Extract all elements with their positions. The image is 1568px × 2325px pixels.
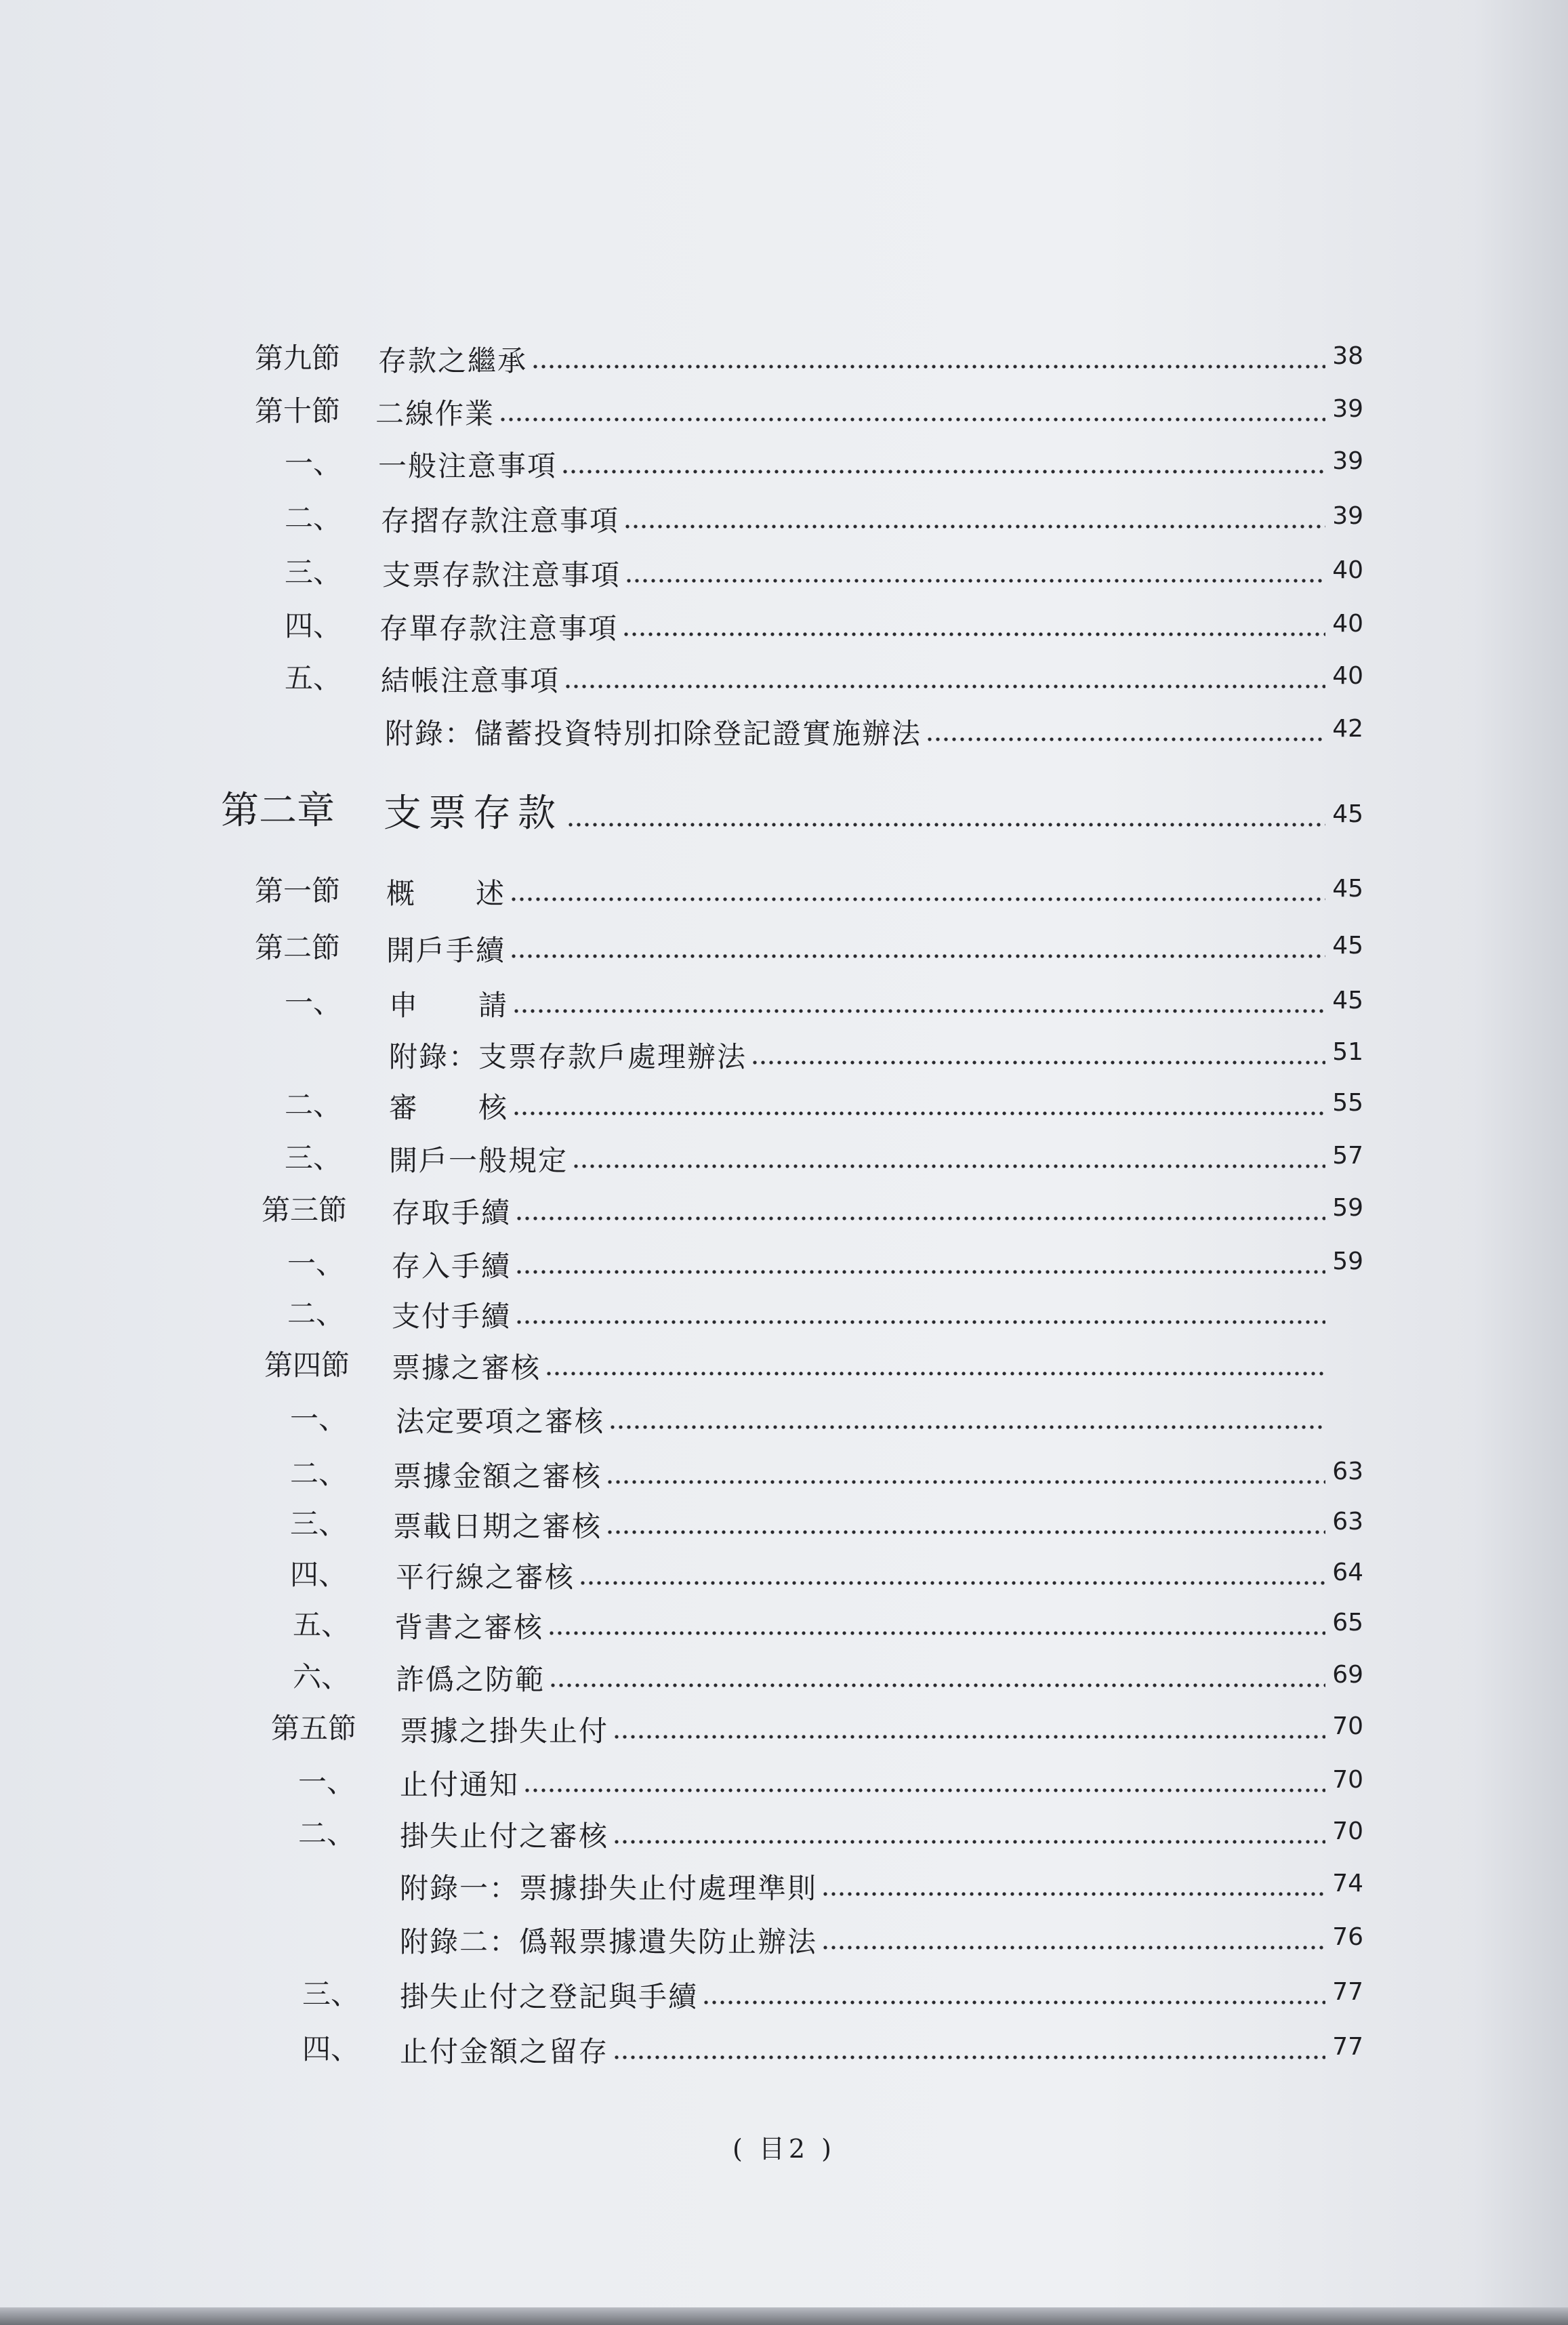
toc-entry-page: 77 — [1332, 1978, 1363, 2006]
toc-entry — [255, 928, 1363, 969]
toc-entry-title: 存款之繼承 — [378, 344, 528, 377]
toc-entry-title: 支票存款注意事項 — [382, 558, 621, 592]
toc-chapter-entry — [221, 786, 1363, 838]
toc-entry — [285, 444, 1363, 485]
toc-entry — [287, 1244, 1363, 1285]
toc-entry — [285, 499, 1363, 539]
toc-entry-label: 第九節 — [255, 342, 341, 375]
toc-entry-label: 二、 — [290, 1457, 348, 1490]
toc-entry-label: 五、 — [293, 1608, 350, 1641]
dot-leader — [613, 2054, 1325, 2061]
toc-entry-page: 59 — [1332, 1194, 1363, 1222]
dot-leader — [515, 1319, 1325, 1325]
toc-entry-page: 59 — [1332, 1248, 1363, 1275]
dot-leader — [751, 1059, 1325, 1066]
toc-entry-label: 第一節 — [255, 874, 341, 907]
toc-entry-page: 51 — [1332, 1038, 1363, 1066]
dot-leader — [545, 1370, 1325, 1377]
dot-leader — [606, 1529, 1325, 1536]
dot-leader — [821, 1944, 1325, 1951]
dot-leader — [512, 1110, 1325, 1117]
toc-entry-title: 申 請 — [389, 989, 509, 1022]
toc-entry-page: 40 — [1332, 662, 1363, 690]
toc-entry-label: 第二節 — [255, 931, 341, 964]
toc-entry-page: 57 — [1332, 1142, 1363, 1170]
toc-entry-title: 詐僞之防範 — [396, 1663, 545, 1696]
toc-entry-label: 六、 — [293, 1660, 350, 1693]
toc-entry — [293, 1658, 1363, 1698]
toc-entry-title: 掛失止付之審核 — [400, 1819, 609, 1853]
toc-entry-label: 一、 — [287, 1247, 345, 1280]
toc-entry — [302, 1975, 1363, 2015]
toc-entry — [287, 1294, 1363, 1335]
toc-entry-page: 40 — [1332, 610, 1363, 638]
dot-leader — [606, 1479, 1325, 1485]
toc-entry-page: 45 — [1332, 800, 1363, 828]
toc-entry-title: 審 核 — [389, 1091, 509, 1124]
toc-entry-label: 三、 — [302, 1977, 360, 2011]
dot-leader — [515, 1215, 1325, 1222]
toc-entry-page: 63 — [1332, 1458, 1363, 1485]
toc-entry — [262, 1191, 1363, 1231]
toc-entry-label: 四、 — [285, 609, 342, 642]
dot-leader — [564, 683, 1325, 690]
toc-entry-label: 第三節 — [262, 1193, 348, 1227]
toc-entry-page: 74 — [1332, 1870, 1363, 1897]
toc-entry-page: 70 — [1332, 1766, 1363, 1794]
toc-entry — [285, 983, 1363, 1024]
toc-entry-label: 三、 — [285, 1141, 342, 1174]
toc-entry-page: 69 — [1332, 1661, 1363, 1689]
dot-leader — [613, 1733, 1325, 1740]
toc-entry-title: 平行線之審核 — [396, 1561, 575, 1594]
toc-entry-label: 第五節 — [271, 1712, 357, 1745]
dot-leader — [572, 1163, 1325, 1170]
toc-entry — [298, 1814, 1363, 1855]
toc-entry-label: 一、 — [298, 1765, 356, 1798]
toc-entry-page: 70 — [1332, 1712, 1363, 1740]
dot-leader — [613, 1838, 1325, 1845]
toc-entry — [285, 659, 1363, 699]
toc-entry-title: 票據之掛失止付 — [400, 1714, 609, 1748]
toc-entry-title: 票據金額之審核 — [393, 1460, 602, 1493]
toc-entry-label: 第十節 — [255, 394, 341, 428]
toc-entry — [290, 1555, 1363, 1596]
toc-entry — [302, 2030, 1363, 2070]
toc-entry-title: 附錄二：僞報票據遺失防止辦法 — [400, 1925, 818, 1958]
dot-leader — [625, 577, 1325, 584]
toc-entry — [293, 1605, 1363, 1646]
toc-entry-title: 存取手續 — [392, 1196, 512, 1229]
dot-leader — [531, 363, 1325, 370]
toc-entry-page: 38 — [1332, 342, 1363, 370]
dot-leader — [579, 1580, 1325, 1586]
toc-entry-page: 45 — [1332, 875, 1363, 903]
dot-leader — [510, 896, 1325, 903]
toc-entry-label: 三、 — [290, 1507, 348, 1540]
toc-entry-label: 二、 — [285, 501, 342, 535]
toc-entry-label: 第四節 — [264, 1349, 350, 1382]
toc-entry-title: 支票存款 — [384, 791, 562, 836]
toc-entry-title: 附錄：支票存款戶處理辦法 — [389, 1040, 747, 1073]
toc-entry-title: 法定要項之審核 — [396, 1405, 605, 1438]
dot-leader — [512, 1008, 1325, 1014]
page-number-footer: ( 目2 ) — [733, 2134, 835, 2164]
toc-entry — [285, 606, 1363, 647]
dot-leader — [515, 1269, 1325, 1275]
toc-entry-title: 支付手續 — [392, 1300, 512, 1333]
toc-entry-label: 一、 — [290, 1402, 348, 1435]
toc-entry-title: 票據之審核 — [392, 1351, 541, 1384]
toc-entry-label: 三、 — [285, 556, 342, 589]
toc-entry-page: 40 — [1332, 556, 1363, 584]
dot-leader — [523, 1787, 1325, 1794]
toc-entry-page: 65 — [1332, 1609, 1363, 1637]
dot-leader — [702, 1999, 1325, 2006]
toc-entry-label: 四、 — [302, 2032, 360, 2065]
dot-leader — [548, 1630, 1325, 1637]
dot-leader — [561, 468, 1325, 475]
dot-leader — [926, 736, 1325, 743]
toc-entry — [298, 1763, 1363, 1803]
toc-entry-page: 76 — [1332, 1923, 1363, 1951]
toc-entry-title: 止付通知 — [400, 1768, 520, 1801]
toc-entry-page: 55 — [1332, 1089, 1363, 1117]
toc-entry-title: 存單存款注意事項 — [379, 612, 619, 645]
toc-entry-title: 二線作業 — [375, 397, 495, 430]
toc-entry-page: 70 — [1332, 1817, 1363, 1845]
toc-entry-title: 票載日期之審核 — [393, 1510, 602, 1543]
toc-entry-title: 背書之審核 — [394, 1611, 544, 1644]
toc-entry-page: 63 — [1332, 1508, 1363, 1536]
toc-entry-title: 開戶一般規定 — [389, 1144, 569, 1177]
toc-entry — [285, 553, 1363, 594]
dot-leader — [622, 631, 1325, 638]
toc-entry-page: 77 — [1332, 2033, 1363, 2061]
page-bottom-edge — [0, 2307, 1568, 2325]
toc-entry-page: 45 — [1332, 932, 1363, 960]
dot-leader — [821, 1891, 1325, 1897]
dot-leader — [549, 1682, 1325, 1689]
toc-entry-title: 存摺存款注意事項 — [381, 504, 620, 537]
toc-entry — [290, 1504, 1363, 1545]
toc-entry-title: 附錄：儲蓄投資特別扣除登記證實施辦法 — [385, 717, 922, 750]
toc-entry-page: 42 — [1332, 715, 1363, 743]
dot-leader — [510, 953, 1325, 960]
toc-entry — [264, 1346, 1363, 1386]
dot-leader — [566, 821, 1325, 828]
toc-entry — [290, 1399, 1363, 1440]
toc-entry-label: 二、 — [287, 1297, 345, 1330]
toc-entry — [389, 1035, 1363, 1075]
toc-entry-page: 64 — [1332, 1559, 1363, 1586]
toc-entry — [385, 712, 1363, 752]
toc-entry-title: 附錄一：票據掛失止付處理準則 — [400, 1872, 818, 1905]
toc-entry — [271, 1709, 1363, 1750]
toc-entry — [255, 392, 1363, 432]
toc-entry — [255, 339, 1363, 379]
dot-leader — [499, 416, 1325, 423]
toc-entry-label: 第二章 — [221, 789, 335, 833]
toc-entry-page: 39 — [1332, 447, 1363, 475]
dot-leader — [608, 1424, 1325, 1431]
toc-entry — [290, 1454, 1363, 1495]
toc-entry-label: 五、 — [285, 661, 342, 695]
toc-entry-label: 四、 — [290, 1558, 348, 1591]
toc-entry-page: 39 — [1332, 502, 1363, 530]
toc-entry-label: 二、 — [285, 1088, 342, 1122]
toc-entry — [285, 1086, 1363, 1126]
toc-entry-title: 結帳注意事項 — [381, 664, 560, 697]
toc-entry-page: 45 — [1332, 987, 1363, 1014]
toc-entry-title: 止付金額之留存 — [400, 2035, 609, 2068]
toc-entry-label: 一、 — [285, 447, 342, 480]
dot-leader — [623, 523, 1325, 530]
toc-entry — [400, 1920, 1363, 1960]
toc-entry-title: 概 述 — [386, 877, 506, 910]
toc-entry-page: 39 — [1332, 395, 1363, 423]
toc-entry — [400, 1866, 1363, 1907]
toc-entry-label: 一、 — [285, 986, 342, 1019]
toc-entry-title: 掛失止付之登記與手續 — [400, 1980, 699, 2013]
toc-entry-title: 一般注意事項 — [378, 449, 558, 482]
toc-entry-title: 開戶手續 — [386, 934, 506, 967]
toc-entry-title: 存入手續 — [392, 1250, 512, 1283]
toc-entry — [255, 871, 1363, 912]
toc-entry-label: 二、 — [298, 1817, 356, 1850]
toc-entry — [285, 1138, 1363, 1179]
